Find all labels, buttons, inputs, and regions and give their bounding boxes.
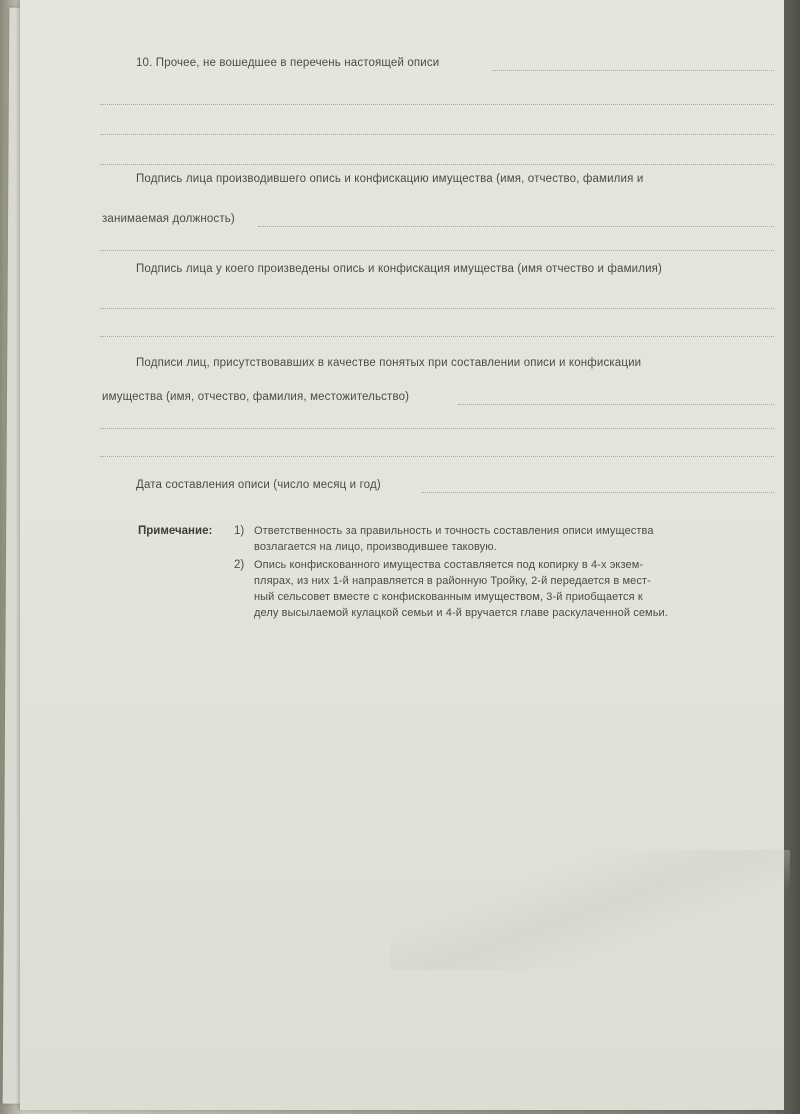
item-10-line[interactable] [100, 164, 774, 165]
note-item-text: возлагается на лицо, производившее таковую. [254, 541, 497, 553]
performer-signature-label: Подпись лица производившего опись и конфискацию имущества (имя, отчество, фамилия и [136, 173, 644, 185]
owner-signature-line[interactable] [100, 308, 774, 309]
witness-signature-line[interactable] [100, 428, 774, 429]
date-line[interactable] [422, 492, 774, 493]
item-10-line[interactable] [100, 104, 774, 105]
item-10-line[interactable] [100, 134, 774, 135]
note-item-number: 1) [234, 525, 245, 537]
item-10-label: 10. Прочее, не вошедшее в перечень настоящей описи [136, 57, 440, 69]
note-item-text: Ответственность за правильность и точность составления описи имущества [254, 525, 654, 537]
owner-signature-line[interactable] [100, 336, 774, 337]
owner-signature-label: Подпись лица у коего произведены опись и конфискация имущества (имя отчество и фамилия) [136, 263, 663, 275]
performer-signature-label-cont: занимаемая должность) [102, 213, 235, 225]
paper-crease [390, 850, 790, 970]
document-page [20, 0, 784, 1110]
date-label: Дата составления описи (число месяц и год) [136, 479, 381, 491]
performer-signature-line[interactable] [100, 250, 774, 251]
note-item-number: 2) [234, 559, 245, 571]
note-item-text: Опись конфискованного имущества составляется под копирку в 4-х экзем- [254, 559, 644, 571]
witness-signature-label-cont: имущества (имя, отчество, фамилия, местожительство) [102, 391, 410, 403]
note-item-text: делу высылаемой кулацкой семьи и 4-й вручается главе раскулаченной семьи. [254, 607, 668, 619]
item-10-line[interactable] [492, 70, 774, 71]
note-item-text: ный сельсовет вместе с конфискованным имуществом, 3-й приобщается к [254, 591, 643, 603]
witness-signature-label: Подписи лиц, присутствовавших в качестве понятых при составлении описи и конфискации [136, 357, 642, 369]
note-label: Примечание: [138, 525, 213, 537]
note-item-text: плярах, из них 1-й направляется в районную Тройку, 2-й передается в мест- [254, 575, 651, 587]
witness-signature-line[interactable] [100, 456, 774, 457]
witness-signature-line[interactable] [458, 404, 774, 405]
performer-signature-line[interactable] [258, 226, 774, 227]
